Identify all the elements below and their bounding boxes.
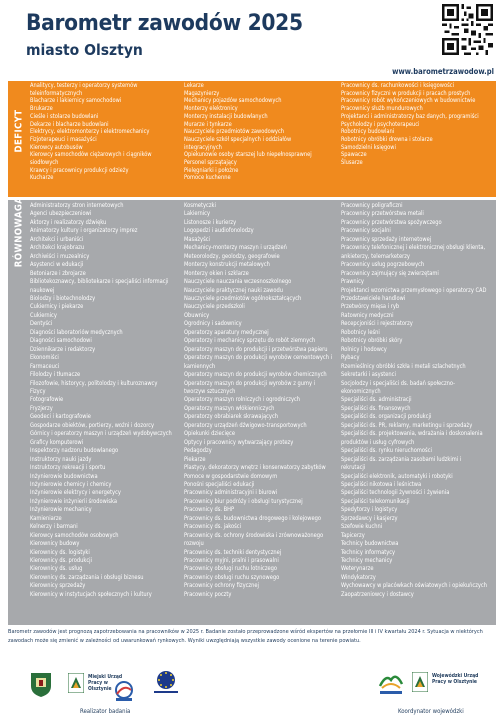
occupation-item: Analitycy, testerzy i operatorzy systemów [30, 83, 138, 89]
occupation-item: Pracownicy administracyjni i biurowi [184, 490, 278, 497]
occupation-item: Windykatorzy [341, 574, 376, 581]
occupation-item: Technicy budownictwa [341, 541, 399, 548]
occupation-item: Operatorzy maszyn do produkcji wyrobów z gumy i [184, 380, 316, 387]
occupation-item: Monterzy konstrukcji metalowych [184, 262, 270, 269]
occupation-item: Pracownicy przetwórstwa metali [341, 211, 424, 218]
occupation-item: Pracownicy biur podróży i obsługi turystycznej [184, 498, 303, 505]
occupation-item: Samodzielni księgowi [341, 144, 396, 151]
occupation-item: Administratorzy stron internetowych [30, 203, 124, 209]
occupation-item: Specjaliści technologii żywności i żywienia [341, 490, 450, 497]
occupation-item: Animatorzy kultury i organizatorzy imprez [30, 228, 138, 235]
occupation-item: siodłowych [30, 160, 59, 167]
occupation-item: Inżynierowie chemicy i chemicy [30, 481, 112, 488]
occupation-item: Pracownicy obsługi ruchu lotniczego [184, 566, 278, 573]
occupation-item: Blacharze i lakiernicy samochodowi [30, 98, 122, 105]
occupation-item: Brukarze [30, 106, 53, 113]
occupation-item: Pomoce w gospodarstwie domowym [184, 473, 278, 480]
occupation-item: Operatorzy urządzeń dźwigowo-transportowych [184, 422, 307, 429]
occupation-item: Kierownicy ds. usług [30, 566, 83, 573]
occupation-item: Kierowcy samochodów osobowych [30, 532, 119, 539]
realizator-label: Realizator badania [80, 708, 131, 715]
warmia-mazury-logo-icon [376, 670, 406, 696]
occupation-item: Spedytorzy i logistycy [341, 507, 398, 514]
occupation-item: Optycy i pracownicy wytwarzający protezy [184, 439, 294, 446]
occupation-item: Monterzy instalacji budowlanych [184, 113, 268, 120]
occupation-item: Specjaliści ds. projektowania, wdrażania i doskonalenia [341, 431, 483, 438]
occupation-item: Inżynierowie elektrycy i energetycy [30, 490, 121, 497]
occupation-item: Projektanci wzornictwa przemysłowego i operatorzy CAD [341, 287, 487, 294]
occupation-item: Pracownicy ds. jakości [184, 524, 241, 531]
occupation-item: Mechanicy pojazdów samochodowych [184, 98, 282, 105]
occupation-item: Masażyści [184, 236, 210, 243]
occupation-item: Pracownicy ds. rachunkowości i księgowości [341, 83, 454, 89]
occupation-item: Fizycy [30, 388, 46, 395]
occupation-item: Robotnicy obróbki drewna i stolarze [341, 136, 433, 143]
occupation-item: Szefowie kuchni [341, 524, 383, 531]
occupation-item: Pracownicy obsługi ruchu szynowego [184, 574, 280, 581]
occupation-item: Pracownicy telefonicznej i elektronicznej obsługi klienta, [341, 245, 486, 252]
occupation-item: naukowej [30, 287, 55, 294]
occupation-item: Pracownicy poligraficzni [341, 203, 403, 209]
occupation-item: ekonomicznych [341, 388, 381, 395]
occupation-item: Filolodzy i tłumacze [30, 372, 81, 379]
occupation-item: Architekci krajobrazu [30, 245, 85, 252]
occupation-item: Logopedzi i audiofonolodzy [184, 228, 254, 235]
olsztyn-crest-icon [30, 672, 52, 698]
occupation-item: Kierownicy sprzedaży [30, 583, 86, 590]
occupation-item: Technicy informatycy [341, 549, 396, 556]
occupation-item: Instruktorzy nauki jazdy [30, 456, 92, 463]
occupation-item: Pracownicy zajmujący się zwierzętami [341, 270, 439, 277]
occupation-item: Ratownicy medyczni [341, 312, 394, 319]
occupation-item: Listonosze i kurierzy [184, 219, 237, 226]
occupation-item: Plastycy, dekoratorzy wnętrz i konserwatorzy zabytków [184, 465, 326, 472]
rownowaga-column-3 [341, 202, 493, 599]
occupation-item: Pracownicy służb mundurowych [341, 106, 423, 113]
deficyt-column-2 [184, 83, 334, 183]
occupation-item: Robotnicy obróbki skóry [341, 338, 403, 345]
rownowaga-label: RÓWNOWAGA [13, 196, 25, 268]
occupation-item: Inspektorzy nadzoru budowlanego [30, 448, 119, 455]
occupation-item: Kierowcy autobusów [30, 144, 83, 151]
occupation-item: tworzyw sztucznych [184, 388, 236, 395]
occupation-item: Pomoce kuchenne [184, 175, 231, 182]
occupation-item: Dziennikarze i redaktorzy [30, 346, 96, 353]
occupation-item: Obuwnicy [184, 312, 210, 319]
occupation-item: Rybacy [341, 355, 360, 362]
occupation-item: Specjaliści ds. organizacji produkcji [341, 414, 432, 421]
occupation-item: Sekretarki i asystenci [341, 372, 396, 379]
website-url[interactable]: www.barometrzawodow.pl [392, 67, 494, 76]
occupation-item: Operatorzy i mechanicy sprzętu do robót ziemnych [184, 338, 316, 345]
occupation-item: Krawcy i pracownicy produkcji odzieży [30, 167, 129, 174]
occupation-item: Lekarze [184, 83, 204, 89]
occupation-item: Kucharze [30, 175, 54, 182]
occupation-item: Fizjoterapeuci i masażyści [30, 136, 97, 143]
occupation-item: rozwoju [184, 541, 204, 548]
occupation-item: Mechanicy-monterzy maszyn i urządzeń [184, 245, 287, 252]
rownowaga-column-1 [30, 202, 178, 599]
occupation-item: Kierownicy ds. zarządzania i obsługi biznesu [30, 574, 144, 581]
occupation-item: Nauczyciele praktycznej nauki zawodu [184, 287, 283, 294]
occupation-item: Monterzy elektronicy [184, 106, 238, 113]
occupation-item: Asystenci w edukacji [30, 262, 84, 269]
occupation-item: Inżynierowie budownictwa [30, 473, 98, 480]
deficyt-section [8, 81, 496, 197]
occupation-item: Pracownicy ds. budownictwa drogowego i kolejowego [184, 515, 321, 522]
page-title: Barometr zawodów 2025 [26, 10, 303, 36]
occupation-item: Górnicy i operatorzy maszyn i urządzeń wydobywczych [30, 431, 172, 438]
occupation-item: Kierownicy ds. produkcji [30, 558, 92, 565]
occupation-item: Weterynarze [341, 566, 374, 573]
occupation-item: Tapicerzy [341, 532, 365, 539]
occupation-item: Cieśle i stolarze budowlani [30, 113, 99, 120]
occupation-item: Pracownicy ds. ochrony środowiska i zrównoważonego [184, 532, 324, 539]
occupation-item: ankieterzy, telemarketerzy [341, 253, 410, 260]
occupation-item: Ślusarze [341, 160, 363, 167]
occupation-item: Recepcjoniści i rejestratorzy [341, 321, 413, 328]
page-subtitle: miasto Olsztyn [26, 41, 143, 59]
occupation-item: Architekci i urbaniści [30, 236, 84, 243]
occupation-item: Prawnicy [341, 279, 364, 286]
occupation-item: Pracownicy przetwórstwa spożywczego [341, 219, 442, 226]
occupation-item: Gospodarze obiektów, portierzy, woźni i dozorcy [30, 422, 155, 429]
occupation-item: Agenci ubezpieczeniowi [30, 211, 92, 218]
occupation-item: Robotnicy budowlani [341, 129, 395, 136]
occupation-item: Inżynierowie mechanicy [30, 507, 92, 514]
occupation-item: Monterzy okien i szklarze [184, 270, 249, 277]
deficyt-label: DEFICYT [13, 109, 25, 153]
occupation-item: Pracownicy fizyczni w produkcji i pracach prostych [341, 90, 471, 97]
occupation-item: Operatorzy maszyn do produkcji wyrobów chemicznych [184, 372, 327, 379]
footnote: Barometr zawodów jest prognozą zapotrzebowania na pracowników w 2025 r. Badanie zostało przeprowadzone wśród ekspertów na przełomie III i IV kwartału 2024 r. Sytuacja w niektórych zawodach może się zmienić w zależności od uwarunkowań rynkowych. Wyniki uwzględniają wszystkie zawody ocenione na terenie powiatu. [8, 629, 483, 644]
occupation-item: Operatorzy maszyn do produkcji wyrobów cementowych i [184, 355, 332, 362]
deficyt-column-3 [341, 83, 493, 168]
deficyt-column-1 [30, 83, 178, 183]
occupation-item: Aktorzy i realizatorzy dźwięku [30, 219, 107, 226]
occupation-item: Kamieniarze [30, 515, 62, 522]
occupation-item: Nauczyciele przedmiotów ogólnokształcących [184, 295, 302, 302]
occupation-item: Ekonomiści [30, 355, 59, 362]
occupation-item: Archiwiści i muzealnicy [30, 253, 90, 260]
occupation-item: kamiennych [184, 363, 216, 370]
occupation-item: Sprzedawcy i kasjerzy [341, 515, 398, 522]
instytucja-logo-icon [112, 680, 136, 702]
occupation-item: Fotografowie [30, 397, 64, 404]
occupation-item: Dentyści [30, 321, 53, 328]
occupation-item: Operatorzy aparatury medycznej [184, 329, 269, 336]
occupation-item: Wychowawcy w placówkach oświatowych i opiekuńczych [341, 583, 487, 590]
occupation-item: Kierownicy w instytucjach społecznych i kultury [30, 591, 152, 598]
occupation-item: Filozofowie, historycy, politolodzy i kulturoznawcy [30, 380, 158, 387]
occupation-item: Graficy komputerowi [30, 439, 84, 446]
occupation-item: Specjaliści ds. PR, reklamy, marketingu i sprzedaży [341, 422, 473, 429]
occupation-item: Projektanci i administratorzy baz danych, programiści [341, 113, 479, 120]
occupation-item: Pracownicy ds. BHP [184, 507, 235, 514]
occupation-item: Lakiernicy [184, 211, 211, 218]
occupation-item: Operatorzy maszyn włókienniczych [184, 405, 275, 412]
occupation-item: Opiekunowie osoby starszej lub niepełnosprawnej [184, 152, 312, 159]
occupation-item: Specjaliści ds. administracji [341, 397, 412, 404]
occupation-item: Meteorolodzy, geolodzy, geografowie [184, 253, 280, 260]
occupation-item: Bibliotekoznawcy, bibliotekarze i specjaliści informacji [30, 279, 169, 286]
occupation-item: Spawacze [341, 152, 367, 159]
occupation-item: Diagności laboratoriów medycznych [30, 329, 123, 336]
occupation-item: Pracownicy myjni, pralni i prasowalni [184, 558, 279, 565]
occupation-item: Murarze i tynkarze [184, 121, 232, 128]
mup-logo-icon [68, 673, 84, 693]
occupation-item: Ogrodnicy i sadownicy [184, 321, 242, 328]
occupation-item: Pracownicy socjalni [341, 228, 391, 235]
occupation-item: Psycholodzy i psychoterapeuci [341, 121, 420, 128]
occupation-item: produktów i usług cyfrowych [341, 439, 415, 446]
occupation-item: Pedagodzy [184, 448, 212, 455]
occupation-item: Farmaceuci [30, 363, 60, 370]
occupation-item: Pracownicy poczty [184, 591, 232, 598]
occupation-item: Nauczyciele przedszkoli [184, 304, 245, 311]
occupation-item: Operatorzy maszyn do produkcji i przetwórstwa papieru [184, 346, 328, 353]
occupation-item: Biolodzy i biotechnolodzy [30, 295, 96, 302]
occupation-item: Personel sprzątający [184, 160, 237, 167]
occupation-item: Opiekunki dziecięce [184, 431, 235, 438]
occupation-item: Specjaliści nikotowa i leśnictwa [341, 481, 422, 488]
koordynator-label: Koordynator wojewódzki [398, 708, 464, 715]
occupation-item: teleinformatycznych [30, 90, 83, 97]
occupation-item: Robotnicy leśni [341, 329, 380, 336]
occupation-item: Technicy mechanicy [341, 558, 393, 565]
occupation-item: Pielęgniarki i położne [184, 167, 239, 174]
occupation-item: Pracownicy ochrony fizycznej [184, 583, 259, 590]
occupation-item: Kierowcy samochodów ciężarowych i ciągników [30, 152, 152, 159]
occupation-item: Pracownicy robót wykończeniowych w budownictwie [341, 98, 476, 105]
occupation-item: Kierownicy budowy [30, 541, 80, 548]
occupation-item: Specjaliści elektronik, automatyki i robotyki [341, 473, 453, 480]
occupation-item: Rolnicy i hodowcy [341, 346, 387, 353]
occupation-item: Przetwórcy mięsa i ryb [341, 304, 400, 311]
occupation-item: Betoniarze i zbrojarze [30, 270, 86, 277]
occupation-item: Inżynierowie inżynierii środowiska [30, 498, 117, 505]
occupation-item: Pracownicy sprzedaży internetowej [341, 236, 432, 243]
occupation-item: Operatorzy obrabiarek skrawających [184, 414, 279, 421]
occupation-item: Ponośni specjaliści edukacji [184, 481, 255, 488]
occupation-item: Elektrycy, elektromonterzy i elektromechanicy [30, 129, 150, 136]
occupation-item: Specjaliści telekomunikacji [341, 498, 410, 505]
occupation-item: Fryzjerzy [30, 405, 53, 412]
rownowaga-section [8, 196, 496, 625]
occupation-item: Kosmetyczki [184, 203, 216, 209]
occupation-item: Dekarze i blacharze budowlani [30, 121, 109, 128]
occupation-item: Zaopatrzeniowcy i dostawcy [341, 591, 414, 598]
occupation-item: Cukiernicy [30, 312, 57, 319]
occupation-item: Nauczyciele przedmiotów zawodowych [184, 129, 285, 136]
occupation-item: Specjaliści ds. rynku nieruchomości [341, 448, 432, 455]
occupation-item: Pracownicy usług pogrzebowych [341, 262, 425, 269]
occupation-item: integracyjnych [184, 144, 222, 151]
occupation-item: rekrutacji [341, 465, 366, 472]
eu-stars-logo-icon [150, 670, 182, 694]
occupation-item: Pracownicy ds. techniki dentystycznej [184, 549, 282, 556]
wup-logo-icon [412, 672, 428, 692]
occupation-item: Geodeci i kartografowie [30, 414, 91, 421]
occupation-item: Kelnerzy i barmani [30, 524, 78, 531]
occupation-item: Magazynierzy [184, 90, 220, 97]
occupation-item: Diagności samochodowi [30, 338, 92, 345]
wup-logo-text: Wojewódzki Urząd Pracy w Olsztynie [432, 673, 479, 685]
mup-logo-text: Miejski Urząd Pracy w Olsztynie [88, 674, 123, 692]
occupation-item: Socjolodzy i specjaliści ds. badań społeczno- [341, 380, 456, 387]
occupation-item: Specjaliści ds. finansowych [341, 405, 411, 412]
occupation-item: Nauczyciele szkół specjalnych i oddziałów [184, 136, 292, 143]
rownowaga-column-2 [184, 202, 334, 599]
occupation-item: Operatorzy maszyn rolniczych i ogrodniczych [184, 397, 301, 404]
occupation-item: Cukiernicy i piekarze [30, 304, 84, 311]
occupation-item: Piekarze [184, 456, 206, 463]
qr-code-icon [442, 4, 493, 55]
occupation-item: Specjaliści ds. zarządzania zasobami ludzkimi i [341, 456, 462, 463]
occupation-item: Przedstawiciele handlowi [341, 295, 406, 302]
occupation-item: Rzemieślnicy obróbki szkła i metali szlachetnych [341, 363, 466, 370]
occupation-item: Nauczyciele nauczania wczesnoszkolnego [184, 279, 292, 286]
occupation-item: Instruktorzy rekreacji i sportu [30, 465, 106, 472]
occupation-item: Kierownicy ds. logistyki [30, 549, 90, 556]
